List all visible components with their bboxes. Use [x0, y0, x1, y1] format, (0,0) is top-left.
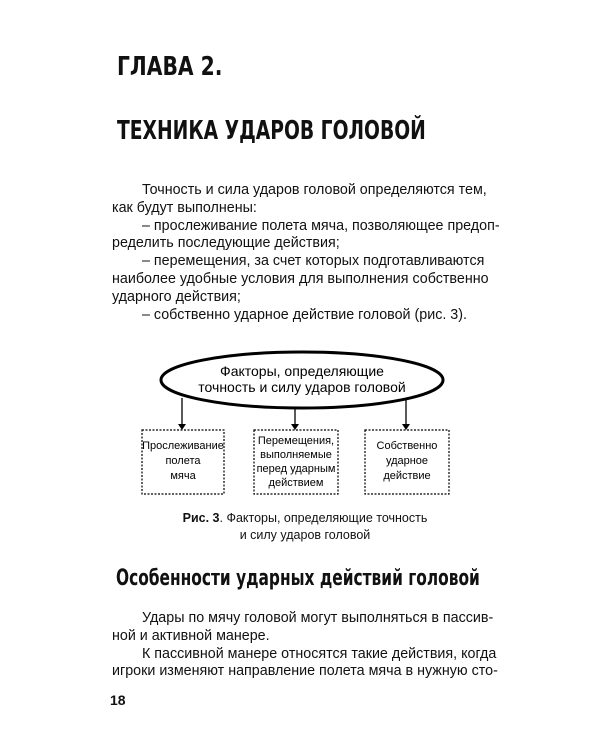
- text-line: Точность и сила ударов головой определяются тем,: [142, 182, 487, 198]
- box-text: полета: [165, 455, 201, 467]
- box-text: действием: [268, 477, 324, 489]
- box-text: перед ударным: [256, 463, 336, 475]
- text-line: наиболее удобные условия для выполнения собственно: [112, 270, 489, 287]
- section-title: Особенности ударных действий головой: [116, 566, 480, 591]
- arrow-head: [291, 424, 299, 430]
- box-text: ударное: [385, 455, 429, 467]
- text-line: ударного действия;: [112, 288, 241, 305]
- arrow-head: [178, 424, 186, 430]
- chapter-label: ГЛАВА 2.: [117, 52, 223, 82]
- figure-caption: [140, 510, 470, 543]
- text-line: Удары по мячу головой могут выполняться в пассив-: [142, 610, 494, 626]
- page-number: 18: [110, 692, 126, 708]
- factors-diagram: [130, 346, 470, 506]
- text-line: игроки изменяют направление полета мяча в нужную сто-: [112, 663, 498, 680]
- caption-text: . Факторы, определяющие точность: [219, 511, 428, 525]
- box-text: Собственно: [376, 440, 438, 452]
- diagram-top-node-line: точность и силу ударов головой: [198, 379, 406, 395]
- box-text: действие: [383, 470, 431, 482]
- text-line: К пассивной манере относятся такие действия, когда: [142, 645, 497, 662]
- intro-paragraph: [112, 182, 500, 324]
- text-line: – прослеживание полета мяча, позволяющее предоп-: [142, 217, 500, 234]
- arrow-head: [402, 424, 410, 430]
- text-line: – собственно ударное действие головой (рис. 3).: [142, 306, 467, 323]
- box-text: Перемещения,: [257, 435, 335, 447]
- section-paragraph: [112, 610, 498, 681]
- text-line: ределить последующие действия;: [112, 235, 340, 252]
- box-text: выполняемые: [260, 449, 332, 461]
- caption-text: и силу ударов головой: [239, 527, 371, 542]
- text-line: как будут выполнены:: [112, 199, 257, 216]
- text-line: – перемещения, за счет которых подготавливаются: [142, 253, 485, 270]
- text-line: ной и активной манере.: [112, 627, 270, 644]
- box-text: мяча: [170, 470, 196, 482]
- caption-label: Рис. 3: [182, 511, 220, 525]
- box-text: Прослеживание: [142, 440, 224, 452]
- diagram-top-node-line: Факторы, определяющие: [220, 363, 384, 379]
- chapter-title: ТЕХНИКА УДАРОВ ГОЛОВОЙ: [117, 116, 426, 146]
